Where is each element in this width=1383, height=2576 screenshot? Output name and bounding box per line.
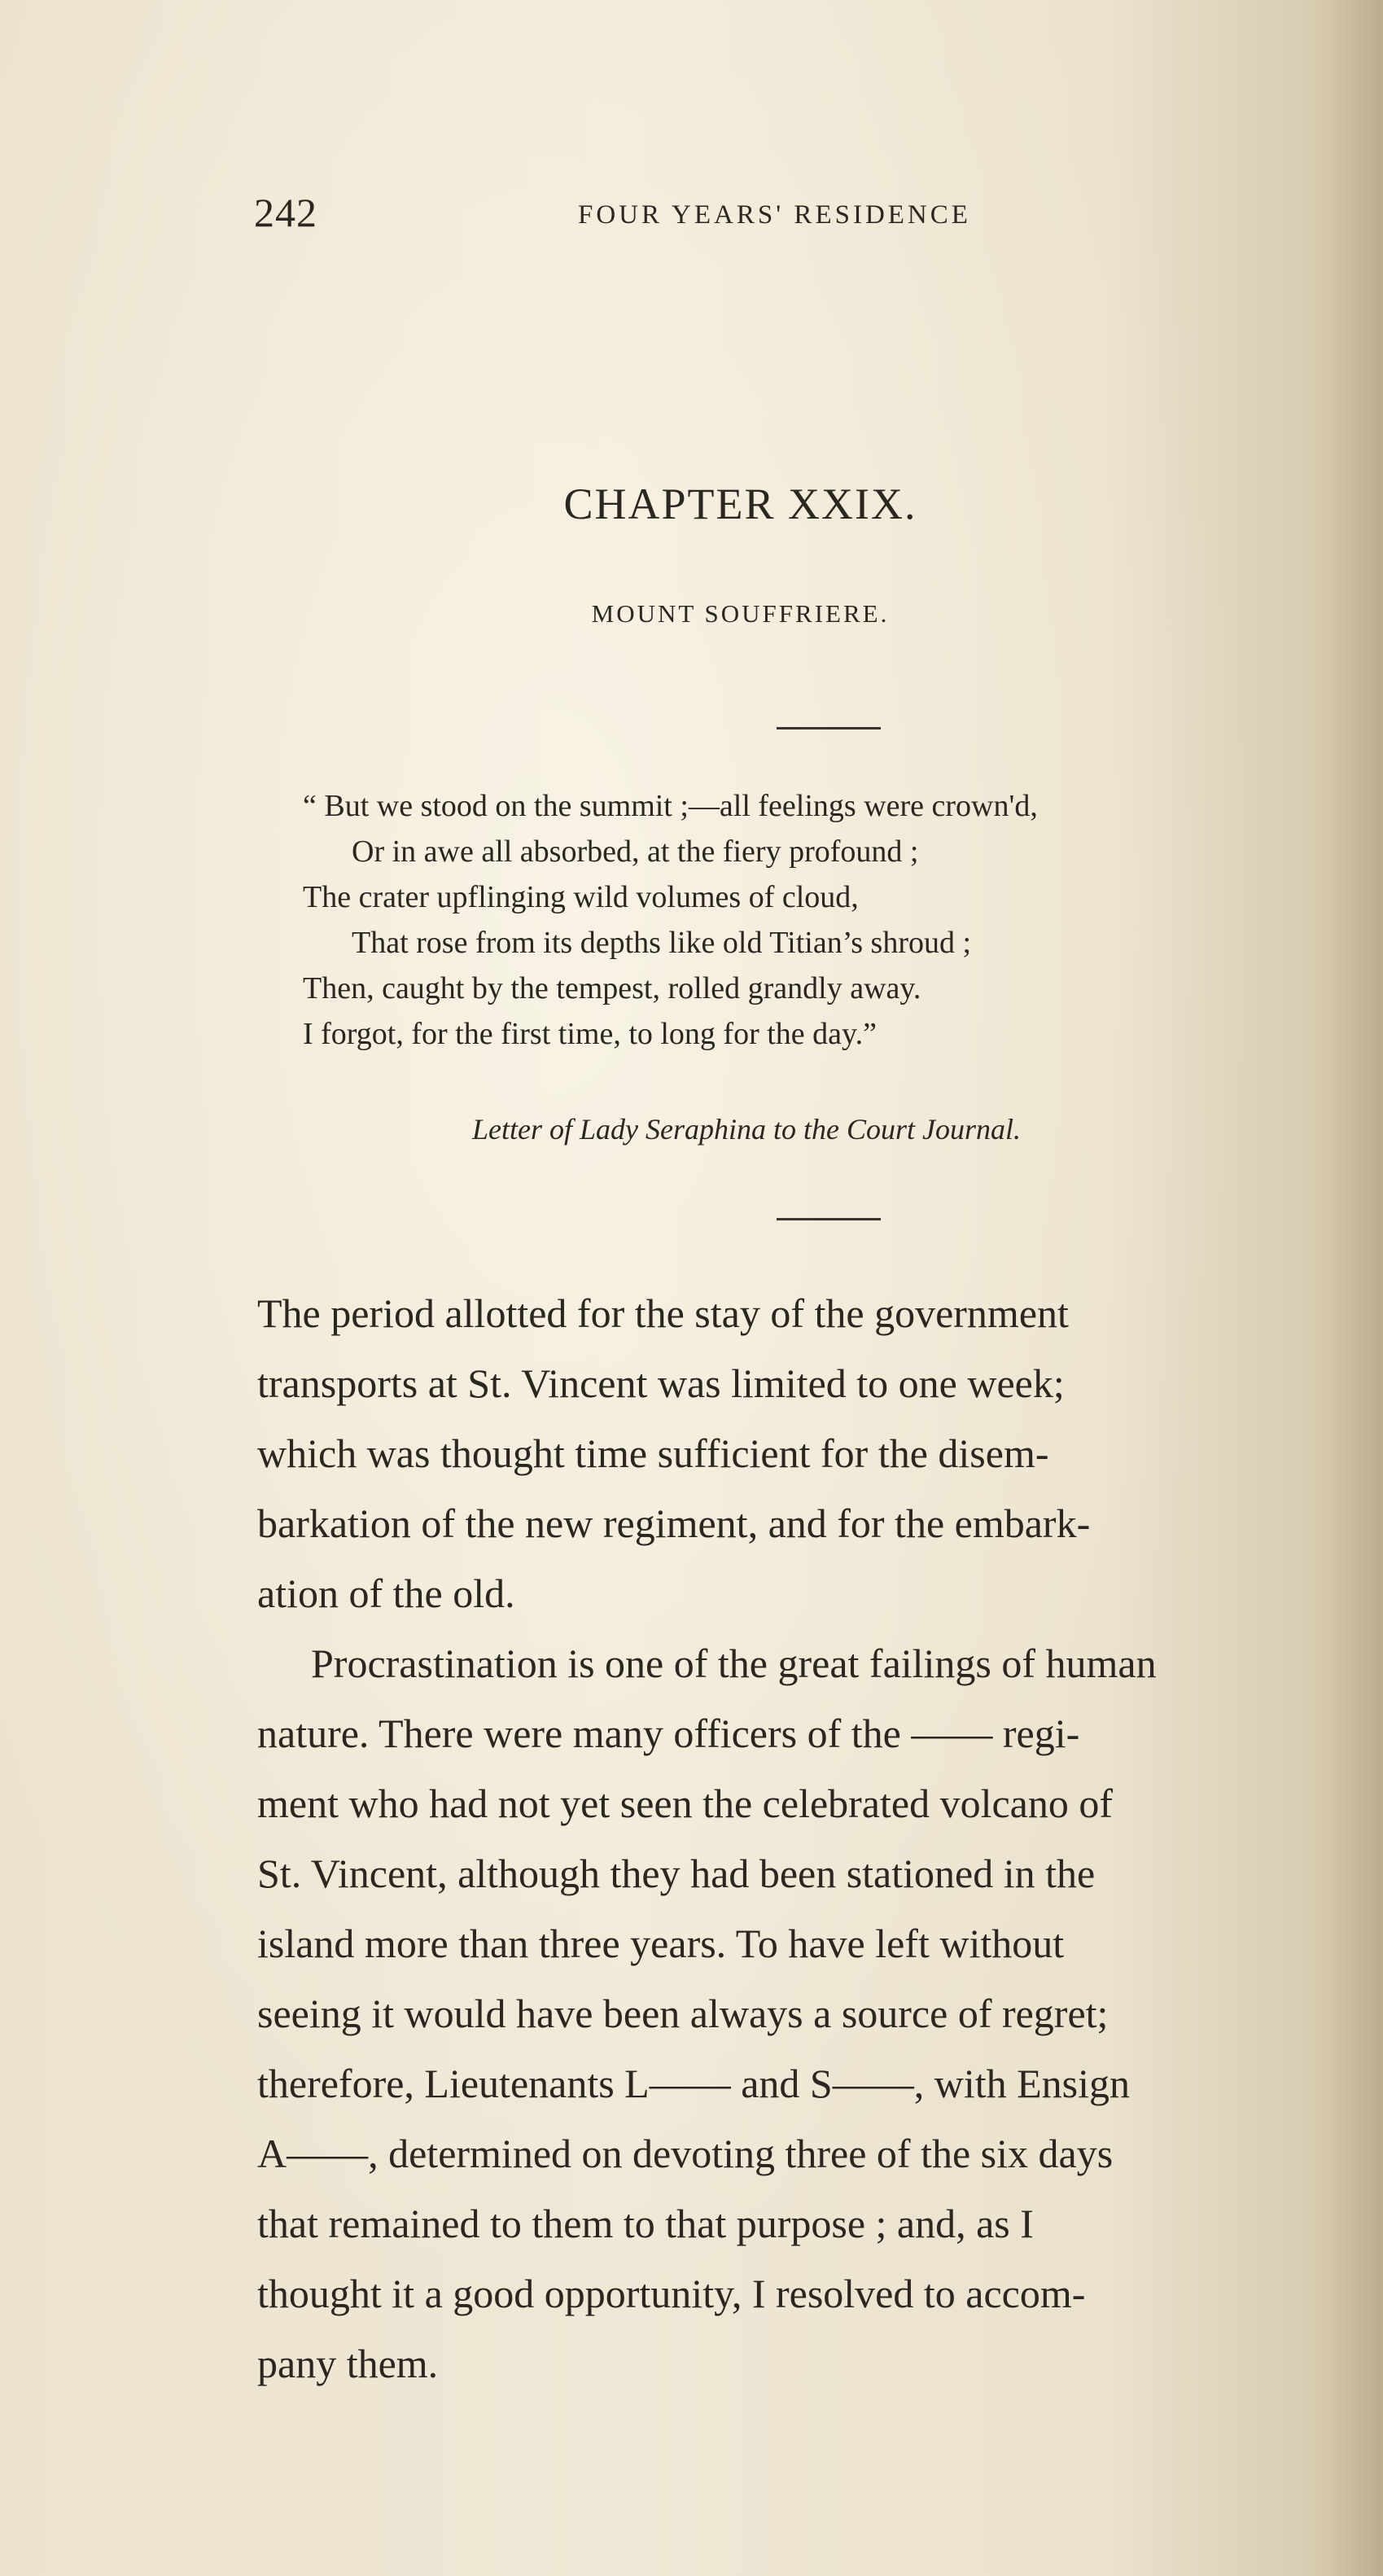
body-line: The period allotted for the stay of the government (257, 1290, 1069, 1336)
divider-rule-top (777, 727, 881, 729)
body-line: that remained to them to that purpose ; and, as I (257, 2201, 1034, 2246)
running-head (254, 189, 1092, 246)
epigraph-line: “ But we stood on the summit ;—all feelings were crown'd, (303, 789, 1038, 823)
body-line: which was thought time sufficient for the disem- (257, 1430, 1049, 1476)
body-line: barkation of the new regiment, and for the embark- (257, 1500, 1091, 1546)
divider-rule-bottom (777, 1218, 881, 1220)
epigraph-line: Or in awe all absorbed, at the fiery profound ; (352, 835, 919, 869)
body-line: A——, determined on devoting three of the six days (257, 2131, 1114, 2176)
body-line: pany them. (257, 2341, 439, 2386)
body-line: therefore, Lieutenants L—— and S——, with Ensign (257, 2061, 1130, 2106)
chapter-heading: CHAPTER XXIX. (563, 480, 917, 528)
epigraph-attribution: Letter of Lady Seraphina to the Court Journal. (472, 1113, 1021, 1146)
epigraph-line: Then, caught by the tempest, rolled grandly away. (303, 971, 921, 1005)
body-line: island more than three years. To have left without (257, 1921, 1065, 1966)
chapter-subtitle: MOUNT SOUFFRIERE. (591, 599, 890, 628)
epigraph-line: The crater upflinging wild volumes of cloud, (303, 880, 859, 914)
epigraph-line: I forgot, for the first time, to long for the day.” (303, 1017, 877, 1051)
body-line: transports at St. Vincent was limited to one week; (257, 1360, 1065, 1406)
body-line: St. Vincent, although they had been stationed in the (257, 1851, 1096, 1896)
page-gutter-shadow (1326, 0, 1383, 2576)
body-line: seeing it would have been always a source of regret; (257, 1991, 1109, 2036)
running-title: FOUR YEARS' RESIDENCE (578, 200, 971, 230)
body-line: thought it a good opportunity, I resolved to accom- (257, 2271, 1086, 2316)
page-number: 242 (254, 190, 317, 235)
body-line: ment who had not yet seen the celebrated volcano of (257, 1781, 1114, 1826)
epigraph-line: That rose from its depths like old Titian’s shroud ; (352, 926, 972, 960)
body-line: ation of the old. (257, 1571, 515, 1616)
body-line: Procrastination is one of the great failings of human (311, 1641, 1157, 1686)
body-line: nature. There were many officers of the —— regi- (257, 1711, 1080, 1756)
